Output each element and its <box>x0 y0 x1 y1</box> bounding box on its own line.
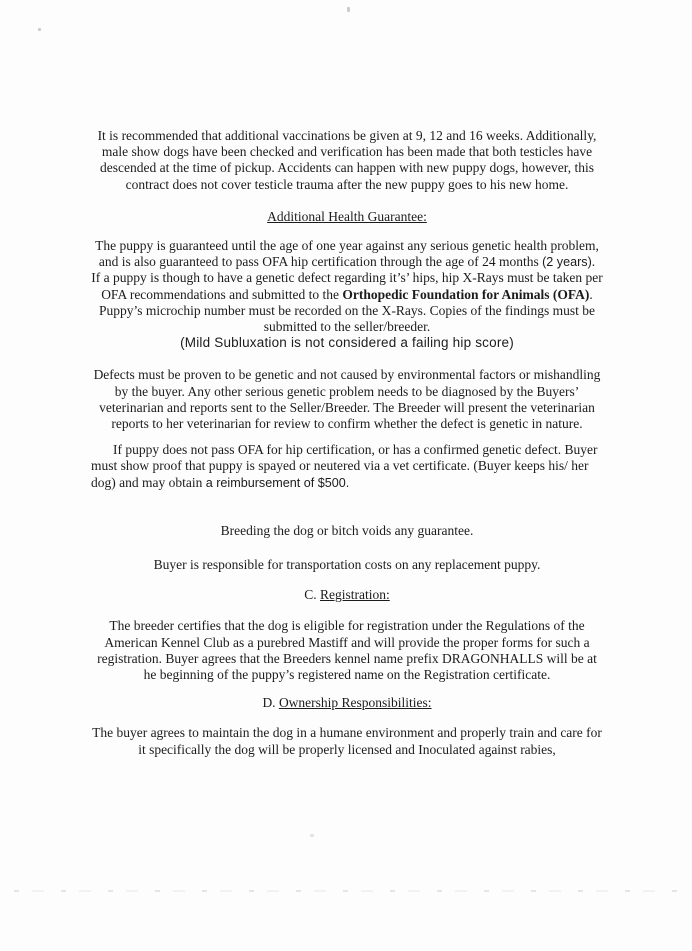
heading-ownership-text: Ownership Responsibilities: <box>278 695 432 711</box>
clause-breeding-voids-guarantee: Breeding the dog or bitch voids any guarantee. <box>220 522 474 538</box>
document-body <box>91 128 603 758</box>
paragraph-ofa-failure-reimbursement <box>91 442 603 491</box>
guarantee-text: The puppy is guaranteed until the age of one year against any serious genetic health problem, and is also guaranteed to pass OFA hip certification through the age of 24 months <box>95 238 599 270</box>
xray-text-tail: . Puppy’s microchip number must be recorded on the X-Rays. Copies of the findings must be submitted to the seller/breeder. <box>98 286 596 335</box>
heading-ownership-letter: D. <box>262 695 276 711</box>
paragraph-ownership-duties: The buyer agrees to maintain the dog in a humane environment and properly train and care for it specifically the dog will be properly licensed and Inoculated against rabies, <box>92 725 602 757</box>
xray-text-lead: If a puppy is though to have a genetic defect regarding it’s’ hips, hip X-Rays must be taken per OFA recommendations and submitted to the <box>91 270 603 302</box>
heading-registration-text: Registration: <box>320 587 390 603</box>
scan-speck <box>38 28 41 31</box>
heading-registration-letter: C. <box>304 587 317 603</box>
paragraph-registration-terms: The breeder certifies that the dog is eligible for registration under the Regulations of the American Kennel Club as a purebred Mastiff and will provide the proper forms for such a registration. Buyer agrees that the Breeders kennel name prefix DRAGONHALLS will be at he beginning of the puppy’s registered name on the Registration certificate. <box>97 618 597 683</box>
ofa-failure-text: If puppy does not pass OFA for hip certification, or has a confirmed genetic defect. Buyer must show proof that puppy is spayed or neutered via a vet certificate. (Buyer keeps his/ her dog) and may obtain <box>91 442 598 490</box>
heading-additional-health-guarantee-text: Additional Health Guarantee: <box>267 208 427 224</box>
scan-speck <box>310 834 314 837</box>
heading-registration <box>91 587 603 603</box>
paragraph-xray-requirements <box>91 270 603 335</box>
note-mild-subluxation: (Mild Subluxation is not considered a failing hip score) <box>180 335 514 351</box>
guarantee-years-text: (2 years) <box>542 255 592 270</box>
guarantee-period: . <box>591 254 596 270</box>
clause-transportation-costs: Buyer is responsible for transportation costs on any replacement puppy. <box>153 557 541 573</box>
heading-ownership-responsibilities <box>91 695 603 711</box>
paragraph-vaccination-recommendation: It is recommended that additional vaccinations be given at 9, 12 and 16 weeks. Additionally, male show dogs have been checked and verification has been made that both testicles have descended at the time of pickup. Accidents can happen with new puppy dogs, however, this contract does not cover testicle trauma after the new puppy goes to his new home. <box>97 128 597 192</box>
paragraph-guarantee-terms <box>91 238 603 270</box>
scan-noise-artifact <box>14 890 678 892</box>
heading-additional-health-guarantee <box>91 209 603 225</box>
reimbursement-text: a reimbursement of $500. <box>205 475 350 490</box>
scan-speck <box>347 7 350 12</box>
paragraph-defects-proof: Defects must be proven to be genetic and not caused by environmental factors or mishandling by the buyer. Any other serious genetic problem needs to be diagnosed by the Buyers’ veterinarian and reports sent to the Seller/Breeder. The Breeder will present the veterinarian reports to her veterinarian for review to confirm whether the defect is genetic in nature. <box>93 367 601 432</box>
orthopedic-foundation-bold-text: Orthopedic Foundation for Animals (OFA) <box>342 286 590 302</box>
